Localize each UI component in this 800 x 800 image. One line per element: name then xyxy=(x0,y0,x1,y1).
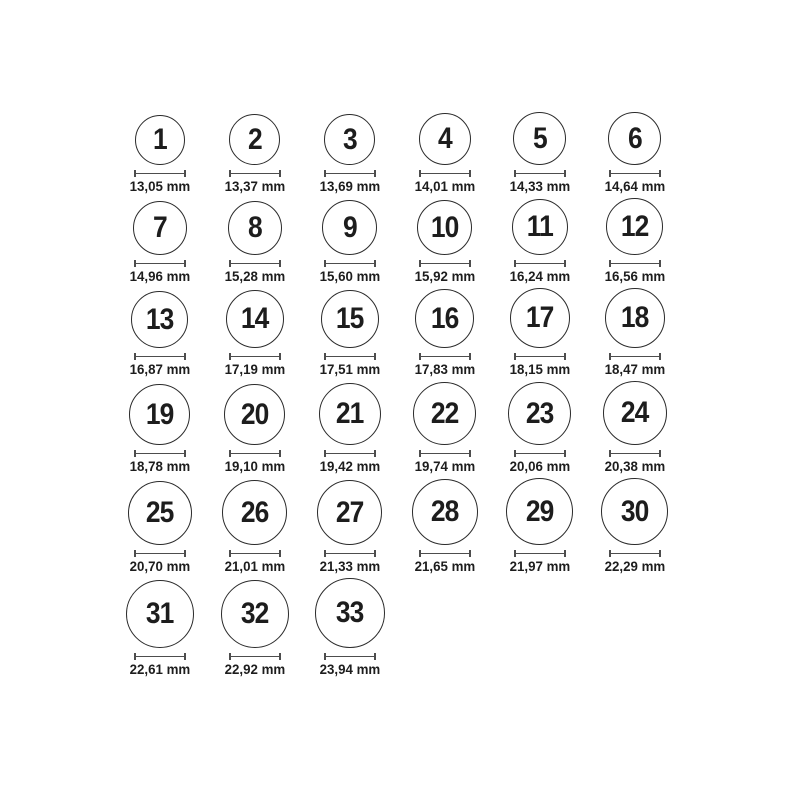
diameter-label: 20,38 mm xyxy=(604,458,665,474)
ring-circle xyxy=(413,382,476,445)
ring-size-number: 30 xyxy=(620,494,649,528)
ring-size-cell xyxy=(492,199,587,284)
diameter-label: 20,06 mm xyxy=(509,458,570,474)
ring-size-number: 32 xyxy=(240,597,269,630)
diameter-label: 13,69 mm xyxy=(319,178,380,194)
diameter-label: 16,24 mm xyxy=(509,268,570,284)
diameter-measure-line xyxy=(134,170,186,177)
ring-circle xyxy=(605,288,665,348)
size-row xyxy=(112,478,684,574)
ring-size-cell xyxy=(112,201,207,284)
ring-size-cell xyxy=(207,480,302,574)
size-row xyxy=(112,288,684,377)
ring-circle xyxy=(412,479,478,545)
ring-size-number: 26 xyxy=(240,495,269,529)
ring-circle xyxy=(221,580,289,648)
ring-circle xyxy=(606,198,663,255)
diameter-label: 18,47 mm xyxy=(604,361,665,377)
ring-circle xyxy=(513,112,566,165)
ring-size-cell xyxy=(112,384,207,474)
diameter-measure-line xyxy=(134,653,186,660)
diameter-measure-line xyxy=(324,653,376,660)
ring-size-number: 22 xyxy=(430,396,459,430)
ring-circle xyxy=(315,578,385,648)
ring-circle xyxy=(128,481,192,545)
diameter-label: 13,05 mm xyxy=(129,178,190,194)
ring-size-cell xyxy=(302,290,397,377)
diameter-measure-line xyxy=(419,550,471,557)
ring-size-number: 9 xyxy=(342,210,357,244)
ring-size-number: 11 xyxy=(526,210,553,243)
ring-circle xyxy=(508,382,571,445)
diameter-label: 21,65 mm xyxy=(414,558,475,574)
diameter-measure-line xyxy=(324,450,376,457)
diameter-measure-line xyxy=(419,353,471,360)
diameter-label: 17,19 mm xyxy=(224,361,285,377)
diameter-label: 21,01 mm xyxy=(224,558,285,574)
ring-size-number: 4 xyxy=(437,122,452,155)
ring-size-number: 19 xyxy=(145,397,174,431)
diameter-label: 21,97 mm xyxy=(509,558,570,574)
ring-circle xyxy=(133,201,187,255)
diameter-label: 21,33 mm xyxy=(319,558,380,574)
diameter-measure-line xyxy=(609,260,661,267)
diameter-measure-line xyxy=(229,550,281,557)
diameter-label: 18,78 mm xyxy=(129,458,190,474)
ring-size-number: 7 xyxy=(152,211,167,244)
diameter-label: 22,92 mm xyxy=(224,661,285,677)
ring-circle xyxy=(228,201,282,255)
ring-circle xyxy=(224,384,285,445)
ring-size-number: 13 xyxy=(145,302,174,336)
ring-circle xyxy=(317,480,382,545)
ring-size-number: 8 xyxy=(247,211,262,244)
ring-size-cell xyxy=(302,114,397,194)
diameter-label: 19,10 mm xyxy=(224,458,285,474)
ring-size-number: 27 xyxy=(335,495,364,529)
diameter-measure-line xyxy=(514,260,566,267)
ring-size-number: 12 xyxy=(620,209,649,243)
ring-size-number: 14 xyxy=(240,302,269,335)
ring-size-number: 20 xyxy=(240,397,269,431)
ring-size-cell xyxy=(587,288,682,377)
diameter-label: 23,94 mm xyxy=(319,661,380,677)
ring-size-cell xyxy=(492,382,587,474)
ring-size-number: 10 xyxy=(430,210,459,244)
diameter-label: 16,87 mm xyxy=(129,361,190,377)
ring-circle xyxy=(126,580,194,648)
ring-circle xyxy=(321,290,379,348)
diameter-measure-line xyxy=(609,450,661,457)
diameter-label: 22,61 mm xyxy=(129,661,190,677)
ring-size-cell xyxy=(587,478,682,574)
ring-circle xyxy=(222,480,287,545)
diameter-label: 17,51 mm xyxy=(319,361,380,377)
ring-circle xyxy=(506,478,573,545)
ring-size-cell xyxy=(587,381,682,474)
diameter-label: 14,01 mm xyxy=(414,178,475,194)
ring-size-cell xyxy=(207,290,302,377)
size-row xyxy=(112,381,684,474)
ring-size-cell xyxy=(207,114,302,194)
ring-size-cell xyxy=(397,479,492,574)
ring-size-number: 31 xyxy=(145,597,174,630)
ring-circle xyxy=(510,288,570,348)
ring-size-cell xyxy=(112,481,207,574)
ring-size-cell xyxy=(112,580,207,677)
ring-size-number: 18 xyxy=(620,301,649,334)
ring-size-cell xyxy=(302,480,397,574)
ring-size-number: 15 xyxy=(335,302,364,335)
ring-size-number: 28 xyxy=(430,495,459,528)
diameter-label: 15,92 mm xyxy=(414,268,475,284)
diameter-label: 13,37 mm xyxy=(224,178,285,194)
diameter-measure-line xyxy=(514,550,566,557)
diameter-label: 14,64 mm xyxy=(604,178,665,194)
diameter-measure-line xyxy=(324,260,376,267)
ring-size-cell xyxy=(302,578,397,677)
diameter-measure-line xyxy=(229,170,281,177)
diameter-label: 22,29 mm xyxy=(604,558,665,574)
diameter-measure-line xyxy=(229,450,281,457)
ring-size-cell xyxy=(397,113,492,194)
ring-circle xyxy=(601,478,668,545)
ring-size-number: 29 xyxy=(525,494,554,528)
ring-size-cell xyxy=(492,478,587,574)
diameter-measure-line xyxy=(134,260,186,267)
diameter-label: 16,56 mm xyxy=(604,268,665,284)
ring-circle xyxy=(417,200,472,255)
diameter-measure-line xyxy=(419,260,471,267)
ring-size-cell xyxy=(207,201,302,284)
diameter-measure-line xyxy=(514,353,566,360)
diameter-label: 18,15 mm xyxy=(509,361,570,377)
ring-circle xyxy=(226,290,284,348)
diameter-measure-line xyxy=(229,260,281,267)
diameter-label: 20,70 mm xyxy=(129,558,190,574)
size-row xyxy=(112,198,684,284)
ring-size-cell xyxy=(302,383,397,474)
ring-size-cell xyxy=(302,200,397,284)
ring-size-cell xyxy=(492,112,587,194)
ring-size-cell xyxy=(207,580,302,677)
diameter-measure-line xyxy=(609,353,661,360)
size-row xyxy=(112,578,684,677)
ring-size-cell xyxy=(587,112,682,194)
ring-size-number: 1 xyxy=(152,123,167,156)
diameter-label: 14,33 mm xyxy=(509,178,570,194)
diameter-measure-line xyxy=(134,353,186,360)
ring-size-cell xyxy=(112,291,207,377)
ring-size-number: 5 xyxy=(532,121,547,155)
ring-circle xyxy=(129,384,190,445)
diameter-label: 19,42 mm xyxy=(319,458,380,474)
diameter-measure-line xyxy=(419,170,471,177)
ring-size-number: 33 xyxy=(335,596,364,629)
ring-circle xyxy=(603,381,667,445)
diameter-label: 15,60 mm xyxy=(319,268,380,284)
diameter-label: 17,83 mm xyxy=(414,361,475,377)
ring-circle xyxy=(419,113,471,165)
diameter-measure-line xyxy=(609,170,661,177)
ring-circle xyxy=(131,291,188,348)
ring-size-number: 2 xyxy=(247,122,262,156)
diameter-measure-line xyxy=(324,170,376,177)
ring-size-cell xyxy=(112,115,207,194)
diameter-measure-line xyxy=(134,550,186,557)
ring-size-cell xyxy=(207,384,302,474)
diameter-label: 14,96 mm xyxy=(129,268,190,284)
ring-size-cell xyxy=(492,288,587,377)
diameter-measure-line xyxy=(324,353,376,360)
ring-size-number: 3 xyxy=(342,122,357,156)
ring-size-number: 23 xyxy=(525,396,554,430)
ring-size-number: 17 xyxy=(525,301,554,334)
diameter-measure-line xyxy=(514,170,566,177)
ring-circle xyxy=(415,289,474,348)
diameter-label: 15,28 mm xyxy=(224,268,285,284)
ring-size-number: 24 xyxy=(620,396,649,429)
ring-circle xyxy=(135,115,185,165)
ring-size-cell xyxy=(397,200,492,284)
ring-circle xyxy=(319,383,381,445)
diameter-measure-line xyxy=(419,450,471,457)
ring-size-number: 25 xyxy=(145,496,174,529)
diameter-measure-line xyxy=(134,450,186,457)
diameter-label: 19,74 mm xyxy=(414,458,475,474)
diameter-measure-line xyxy=(609,550,661,557)
ring-size-cell xyxy=(397,289,492,377)
ring-circle xyxy=(608,112,661,165)
ring-circle xyxy=(229,114,280,165)
ring-size-number: 16 xyxy=(430,301,459,335)
diameter-measure-line xyxy=(324,550,376,557)
ring-size-grid xyxy=(112,112,684,681)
ring-size-number: 21 xyxy=(335,397,364,430)
diameter-measure-line xyxy=(229,353,281,360)
diameter-measure-line xyxy=(229,653,281,660)
ring-circle xyxy=(512,199,568,255)
ring-size-cell xyxy=(587,198,682,284)
diameter-measure-line xyxy=(514,450,566,457)
ring-circle xyxy=(322,200,377,255)
size-row xyxy=(112,112,684,194)
ring-size-cell xyxy=(397,382,492,474)
ring-circle xyxy=(324,114,375,165)
ring-size-number: 6 xyxy=(627,121,642,155)
